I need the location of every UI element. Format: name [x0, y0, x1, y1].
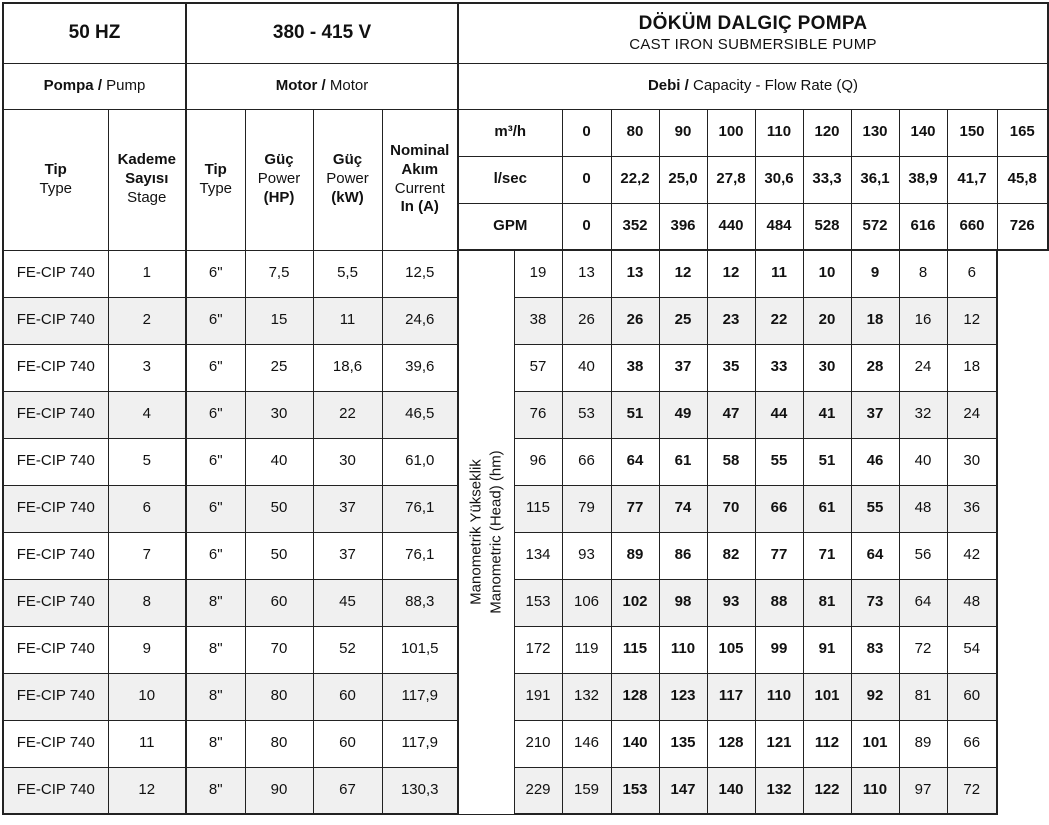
head-value: 99 — [755, 626, 803, 673]
head-value: 12 — [947, 297, 997, 344]
head-value: 13 — [611, 250, 659, 297]
current-tr-label-1: Nominal — [390, 142, 450, 159]
row-type: FE-CIP 740 — [3, 579, 108, 626]
row-stage: 6 — [108, 485, 186, 532]
head-value: 19 — [514, 250, 562, 297]
table-row — [3, 767, 1048, 814]
head-value: 18 — [851, 297, 899, 344]
row-motor-type: 8" — [186, 673, 245, 720]
head-value: 97 — [899, 767, 947, 814]
col-header-power-hp — [245, 109, 313, 250]
head-value: 12 — [659, 250, 707, 297]
head-value: 115 — [611, 626, 659, 673]
flow-lsec-value: 36,1 — [851, 156, 899, 203]
row-motor-type: 6" — [186, 250, 245, 297]
head-value: 89 — [899, 720, 947, 767]
head-value: 66 — [562, 438, 611, 485]
row-power-hp: 80 — [245, 720, 313, 767]
head-value: 128 — [707, 720, 755, 767]
title-english: CAST IRON SUBMERSIBLE PUMP — [629, 35, 877, 53]
col-header-type — [3, 109, 108, 250]
row-power-hp: 25 — [245, 344, 313, 391]
head-value: 153 — [611, 767, 659, 814]
row-type: FE-CIP 740 — [3, 250, 108, 297]
motor-type-tr-label: Tip — [204, 160, 227, 178]
current-unit-label: In (A) — [400, 198, 439, 216]
head-value: 89 — [611, 532, 659, 579]
motor-group-normal: Motor — [325, 76, 369, 94]
row-motor-type: 8" — [186, 579, 245, 626]
head-value: 49 — [659, 391, 707, 438]
flow-m3h-value: 80 — [611, 109, 659, 156]
flow-unit-gpm: GPM — [458, 203, 562, 250]
row-power-kw: 52 — [313, 626, 382, 673]
hp-tr-label: Güç — [264, 151, 294, 169]
row-power-kw: 11 — [313, 297, 382, 344]
head-value: 172 — [514, 626, 562, 673]
head-value: 55 — [851, 485, 899, 532]
head-value: 56 — [899, 532, 947, 579]
row-power-kw: 5,5 — [313, 250, 382, 297]
flow-m3h-value: 130 — [851, 109, 899, 156]
head-value: 70 — [707, 485, 755, 532]
capacity-group-normal: Capacity - Flow Rate (Q) — [688, 76, 859, 94]
row-motor-type: 8" — [186, 720, 245, 767]
col-header-current — [382, 109, 458, 250]
capacity-group-bold: Debi / — [647, 76, 689, 94]
row-current: 46,5 — [382, 391, 458, 438]
head-axis-label-cell — [458, 250, 514, 814]
flow-m3h-value: 150 — [947, 109, 997, 156]
head-value: 51 — [803, 438, 851, 485]
head-value: 11 — [755, 250, 803, 297]
flow-lsec-value: 30,6 — [755, 156, 803, 203]
head-value: 102 — [611, 579, 659, 626]
row-current: 76,1 — [382, 485, 458, 532]
flow-lsec-value: 33,3 — [803, 156, 851, 203]
frequency-cell — [3, 3, 186, 63]
row-stage: 2 — [108, 297, 186, 344]
head-value: 74 — [659, 485, 707, 532]
flow-lsec-value: 41,7 — [947, 156, 997, 203]
row-power-hp: 7,5 — [245, 250, 313, 297]
row-motor-type: 8" — [186, 767, 245, 814]
head-value: 77 — [755, 532, 803, 579]
head-value: 96 — [514, 438, 562, 485]
head-value: 48 — [947, 579, 997, 626]
head-value: 33 — [755, 344, 803, 391]
row-motor-type: 6" — [186, 438, 245, 485]
product-title-cell — [458, 3, 1048, 63]
head-value: 98 — [659, 579, 707, 626]
row-type: FE-CIP 740 — [3, 485, 108, 532]
flow-m3h-value: 120 — [803, 109, 851, 156]
head-value: 38 — [611, 344, 659, 391]
head-value: 82 — [707, 532, 755, 579]
row-stage: 11 — [108, 720, 186, 767]
type-tr-label: Tip — [44, 160, 67, 178]
row-type: FE-CIP 740 — [3, 344, 108, 391]
head-value: 92 — [851, 673, 899, 720]
row-type: FE-CIP 740 — [3, 438, 108, 485]
row-power-hp: 50 — [245, 485, 313, 532]
row-current: 24,6 — [382, 297, 458, 344]
voltage-cell — [186, 3, 458, 63]
head-value: 66 — [755, 485, 803, 532]
head-value: 93 — [562, 532, 611, 579]
motor-group-header — [186, 63, 458, 109]
row-current: 130,3 — [382, 767, 458, 814]
head-value: 61 — [803, 485, 851, 532]
head-value: 20 — [803, 297, 851, 344]
head-value: 117 — [707, 673, 755, 720]
head-value: 88 — [755, 579, 803, 626]
col-header-power-kw — [313, 109, 382, 250]
head-value: 73 — [851, 579, 899, 626]
row-power-kw: 18,6 — [313, 344, 382, 391]
row-motor-type: 6" — [186, 391, 245, 438]
row-power-hp: 90 — [245, 767, 313, 814]
table-row — [3, 673, 1048, 720]
head-value: 106 — [562, 579, 611, 626]
row-motor-type: 6" — [186, 344, 245, 391]
row-type: FE-CIP 740 — [3, 767, 108, 814]
row-stage: 10 — [108, 673, 186, 720]
head-value: 72 — [899, 626, 947, 673]
head-value: 42 — [947, 532, 997, 579]
row-current: 117,9 — [382, 673, 458, 720]
row-type: FE-CIP 740 — [3, 720, 108, 767]
row-current: 117,9 — [382, 720, 458, 767]
flow-unit-m3h: m³/h — [458, 109, 562, 156]
stage-tr-label-2: Sayısı — [125, 170, 169, 188]
row-current: 76,1 — [382, 532, 458, 579]
head-value: 22 — [755, 297, 803, 344]
head-label-english: Manometric (Head) (hm) — [487, 450, 505, 614]
head-value: 72 — [947, 767, 997, 814]
row-motor-type: 8" — [186, 626, 245, 673]
head-value: 46 — [851, 438, 899, 485]
head-value: 10 — [803, 250, 851, 297]
head-value: 9 — [851, 250, 899, 297]
head-value: 66 — [947, 720, 997, 767]
head-value: 110 — [755, 673, 803, 720]
flow-gpm-value: 616 — [899, 203, 947, 250]
row-stage: 8 — [108, 579, 186, 626]
row-power-hp: 30 — [245, 391, 313, 438]
hp-unit-label: (HP) — [263, 188, 295, 206]
head-value: 28 — [851, 344, 899, 391]
flow-m3h-value: 165 — [997, 109, 1048, 156]
head-value: 134 — [514, 532, 562, 579]
row-stage: 1 — [108, 250, 186, 297]
pump-spec-table — [2, 2, 1049, 815]
head-value: 115 — [514, 485, 562, 532]
flow-gpm-value: 726 — [997, 203, 1048, 250]
head-value: 24 — [947, 391, 997, 438]
row-stage: 3 — [108, 344, 186, 391]
table-row — [3, 532, 1048, 579]
pump-group-header — [3, 63, 186, 109]
row-stage: 9 — [108, 626, 186, 673]
head-value: 101 — [851, 720, 899, 767]
motor-type-en-label: Type — [199, 179, 233, 197]
row-type: FE-CIP 740 — [3, 532, 108, 579]
head-value: 79 — [562, 485, 611, 532]
row-power-hp: 50 — [245, 532, 313, 579]
row-current: 12,5 — [382, 250, 458, 297]
row-power-hp: 40 — [245, 438, 313, 485]
head-value: 32 — [899, 391, 947, 438]
row-power-hp: 80 — [245, 673, 313, 720]
head-value: 153 — [514, 579, 562, 626]
title-turkish: DÖKÜM DALGIÇ POMPA — [638, 13, 868, 34]
table-row — [3, 344, 1048, 391]
row-current: 88,3 — [382, 579, 458, 626]
head-value: 83 — [851, 626, 899, 673]
head-value: 81 — [803, 579, 851, 626]
head-value: 30 — [803, 344, 851, 391]
head-value: 41 — [803, 391, 851, 438]
flow-m3h-value: 110 — [755, 109, 803, 156]
row-power-hp: 60 — [245, 579, 313, 626]
head-value: 86 — [659, 532, 707, 579]
flow-lsec-value: 38,9 — [899, 156, 947, 203]
head-value: 61 — [659, 438, 707, 485]
head-value: 91 — [803, 626, 851, 673]
head-value: 110 — [851, 767, 899, 814]
row-motor-type: 6" — [186, 485, 245, 532]
row-stage: 7 — [108, 532, 186, 579]
flow-gpm-value: 440 — [707, 203, 755, 250]
head-value: 18 — [947, 344, 997, 391]
row-power-kw: 60 — [313, 673, 382, 720]
flow-gpm-value: 660 — [947, 203, 997, 250]
row-motor-type: 6" — [186, 532, 245, 579]
flow-lsec-value: 27,8 — [707, 156, 755, 203]
head-value: 57 — [514, 344, 562, 391]
head-value: 6 — [947, 250, 997, 297]
row-current: 61,0 — [382, 438, 458, 485]
flow-gpm-value: 352 — [611, 203, 659, 250]
head-value: 12 — [707, 250, 755, 297]
head-value: 58 — [707, 438, 755, 485]
head-value: 60 — [947, 673, 997, 720]
head-value: 64 — [851, 532, 899, 579]
head-value: 132 — [755, 767, 803, 814]
head-value: 37 — [851, 391, 899, 438]
flow-gpm-value: 572 — [851, 203, 899, 250]
row-type: FE-CIP 740 — [3, 297, 108, 344]
head-value: 30 — [947, 438, 997, 485]
flow-lsec-value: 45,8 — [997, 156, 1048, 203]
table-row — [3, 485, 1048, 532]
table-row — [3, 579, 1048, 626]
row-power-kw: 22 — [313, 391, 382, 438]
voltage-label: 380 - 415 V — [272, 22, 372, 44]
flow-unit-lsec: l/sec — [458, 156, 562, 203]
head-value: 121 — [755, 720, 803, 767]
row-power-hp: 70 — [245, 626, 313, 673]
head-value: 48 — [899, 485, 947, 532]
flow-gpm-value: 484 — [755, 203, 803, 250]
row-current: 101,5 — [382, 626, 458, 673]
head-value: 112 — [803, 720, 851, 767]
head-value: 146 — [562, 720, 611, 767]
current-tr-label-2: Akım — [401, 160, 439, 178]
head-value: 51 — [611, 391, 659, 438]
head-value: 77 — [611, 485, 659, 532]
head-value: 47 — [707, 391, 755, 438]
row-power-kw: 37 — [313, 532, 382, 579]
table-row — [3, 626, 1048, 673]
row-stage: 4 — [108, 391, 186, 438]
head-value: 53 — [562, 391, 611, 438]
head-value: 128 — [611, 673, 659, 720]
head-value: 229 — [514, 767, 562, 814]
flow-lsec-value: 25,0 — [659, 156, 707, 203]
head-value: 210 — [514, 720, 562, 767]
type-en-label: Type — [39, 179, 73, 197]
head-value: 23 — [707, 297, 755, 344]
row-type: FE-CIP 740 — [3, 391, 108, 438]
head-value: 135 — [659, 720, 707, 767]
stage-tr-label-1: Kademe — [117, 151, 176, 169]
head-value: 26 — [562, 297, 611, 344]
head-value: 40 — [899, 438, 947, 485]
row-motor-type: 6" — [186, 297, 245, 344]
flow-m3h-value: 140 — [899, 109, 947, 156]
motor-group-bold: Motor / — [275, 76, 326, 94]
col-header-stage — [108, 109, 186, 250]
kw-en-label: Power — [326, 170, 369, 188]
head-value: 122 — [803, 767, 851, 814]
row-power-kw: 30 — [313, 438, 382, 485]
flow-lsec-value: 22,2 — [611, 156, 659, 203]
head-value: 37 — [659, 344, 707, 391]
kw-tr-label: Güç — [332, 151, 363, 169]
flow-m3h-value: 90 — [659, 109, 707, 156]
head-value: 64 — [611, 438, 659, 485]
head-value: 38 — [514, 297, 562, 344]
head-value: 101 — [803, 673, 851, 720]
head-value: 40 — [562, 344, 611, 391]
row-power-kw: 37 — [313, 485, 382, 532]
table-row — [3, 438, 1048, 485]
head-value: 55 — [755, 438, 803, 485]
head-value: 25 — [659, 297, 707, 344]
head-value: 191 — [514, 673, 562, 720]
row-power-kw: 60 — [313, 720, 382, 767]
row-stage: 12 — [108, 767, 186, 814]
head-value: 140 — [707, 767, 755, 814]
flow-gpm-value: 0 — [562, 203, 611, 250]
flow-gpm-value: 528 — [803, 203, 851, 250]
current-en-label: Current — [394, 179, 445, 197]
table-row — [3, 297, 1048, 344]
capacity-group-header — [458, 63, 1048, 109]
flow-m3h-value: 100 — [707, 109, 755, 156]
head-value: 8 — [899, 250, 947, 297]
head-value: 71 — [803, 532, 851, 579]
head-label-turkish: Manometrik Yükseklik — [467, 459, 485, 606]
head-value: 119 — [562, 626, 611, 673]
hp-en-label: Power — [257, 170, 301, 188]
col-header-motor-type — [186, 109, 245, 250]
pump-group-bold: Pompa / — [43, 76, 102, 94]
head-value: 147 — [659, 767, 707, 814]
head-value: 76 — [514, 391, 562, 438]
head-value: 123 — [659, 673, 707, 720]
row-type: FE-CIP 740 — [3, 626, 108, 673]
head-value: 26 — [611, 297, 659, 344]
head-value: 54 — [947, 626, 997, 673]
head-value: 35 — [707, 344, 755, 391]
flow-gpm-value: 396 — [659, 203, 707, 250]
table-row — [3, 250, 1048, 297]
row-current: 39,6 — [382, 344, 458, 391]
row-power-hp: 15 — [245, 297, 313, 344]
head-value: 81 — [899, 673, 947, 720]
head-value: 140 — [611, 720, 659, 767]
head-value: 13 — [562, 250, 611, 297]
head-value: 16 — [899, 297, 947, 344]
head-value: 44 — [755, 391, 803, 438]
row-stage: 5 — [108, 438, 186, 485]
table-row — [3, 720, 1048, 767]
head-value: 110 — [659, 626, 707, 673]
row-type: FE-CIP 740 — [3, 673, 108, 720]
stage-en-label: Stage — [127, 188, 167, 206]
row-power-kw: 67 — [313, 767, 382, 814]
head-value: 132 — [562, 673, 611, 720]
head-value: 36 — [947, 485, 997, 532]
head-value: 24 — [899, 344, 947, 391]
head-value: 159 — [562, 767, 611, 814]
row-power-kw: 45 — [313, 579, 382, 626]
flow-lsec-value: 0 — [562, 156, 611, 203]
frequency-label: 50 HZ — [68, 22, 121, 44]
table-row — [3, 391, 1048, 438]
flow-m3h-value: 0 — [562, 109, 611, 156]
kw-unit-label: (kW) — [331, 188, 364, 206]
head-value: 105 — [707, 626, 755, 673]
head-value: 64 — [899, 579, 947, 626]
head-value: 93 — [707, 579, 755, 626]
pump-group-normal: Pump — [102, 76, 146, 94]
